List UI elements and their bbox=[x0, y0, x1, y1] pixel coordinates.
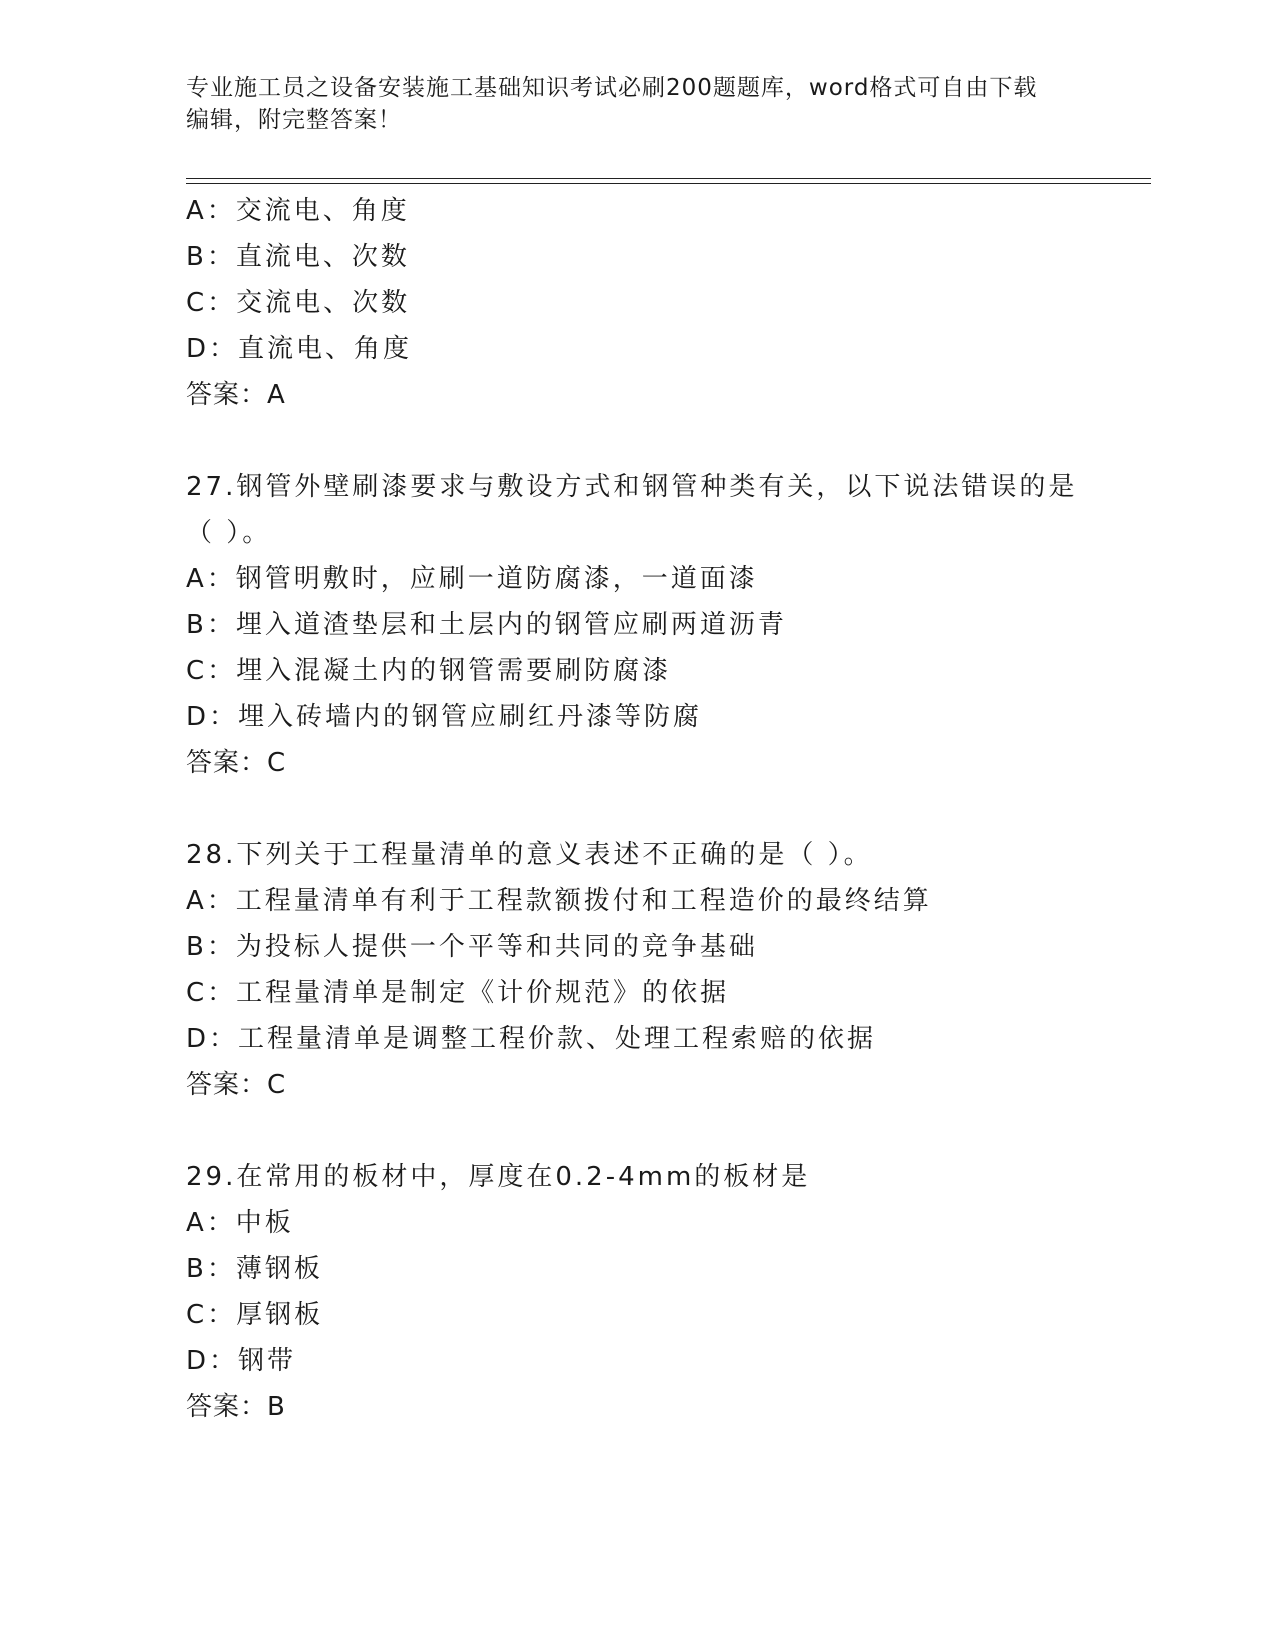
question-26-partial bbox=[186, 188, 1146, 418]
option-b: B：薄钢板 bbox=[186, 1254, 323, 1284]
answer: 答案：C bbox=[186, 748, 287, 778]
question-29 bbox=[186, 1154, 1146, 1430]
header-title-line-2: 编辑，附完整答案！ bbox=[186, 107, 402, 133]
option-d: D：埋入砖墙内的钢管应刷红丹漆等防腐 bbox=[186, 702, 703, 732]
spacer bbox=[186, 418, 1146, 464]
answer: 答案：A bbox=[186, 380, 286, 410]
header-divider bbox=[186, 178, 1151, 184]
spacer bbox=[186, 1108, 1146, 1154]
option-d: D：工程量清单是调整工程价款、处理工程索赔的依据 bbox=[186, 1024, 877, 1054]
question-text: 28.下列关于工程量清单的意义表述不正确的是（ ）。 bbox=[186, 840, 873, 870]
option-d: D：直流电、角度 bbox=[186, 334, 413, 364]
answer: 答案：B bbox=[186, 1392, 286, 1422]
option-a: A：工程量清单有利于工程款额拨付和工程造价的最终结算 bbox=[186, 886, 932, 916]
question-text: 29.在常用的板材中，厚度在0.2-4mm的板材是 bbox=[186, 1162, 811, 1192]
option-c: C：埋入混凝土内的钢管需要刷防腐漆 bbox=[186, 656, 672, 686]
question-list bbox=[186, 188, 1146, 1430]
option-a: A：钢管明敷时，应刷一道防腐漆，一道面漆 bbox=[186, 564, 758, 594]
question-text-line-2: （ ）。 bbox=[186, 518, 272, 548]
question-28 bbox=[186, 832, 1146, 1108]
option-d: D：钢带 bbox=[186, 1346, 297, 1376]
option-a: A：交流电、角度 bbox=[186, 196, 410, 226]
option-c: C：交流电、次数 bbox=[186, 288, 411, 318]
question-27 bbox=[186, 464, 1146, 786]
option-c: C：工程量清单是制定《计价规范》的依据 bbox=[186, 978, 730, 1008]
option-a: A：中板 bbox=[186, 1208, 294, 1238]
question-text-line-1: 27.钢管外壁刷漆要求与敷设方式和钢管种类有关，以下说法错误的是 bbox=[186, 472, 1078, 502]
option-b: B：直流电、次数 bbox=[186, 242, 410, 272]
document-header bbox=[186, 72, 1066, 136]
option-b: B：为投标人提供一个平等和共同的竞争基础 bbox=[186, 932, 758, 962]
option-c: C：厚钢板 bbox=[186, 1300, 324, 1330]
header-title-line-1: 专业施工员之设备安装施工基础知识考试必刷200题题库，word格式可自由下载 bbox=[186, 75, 1038, 101]
answer: 答案：C bbox=[186, 1070, 287, 1100]
option-b: B：埋入道渣垫层和土层内的钢管应刷两道沥青 bbox=[186, 610, 787, 640]
spacer bbox=[186, 786, 1146, 832]
